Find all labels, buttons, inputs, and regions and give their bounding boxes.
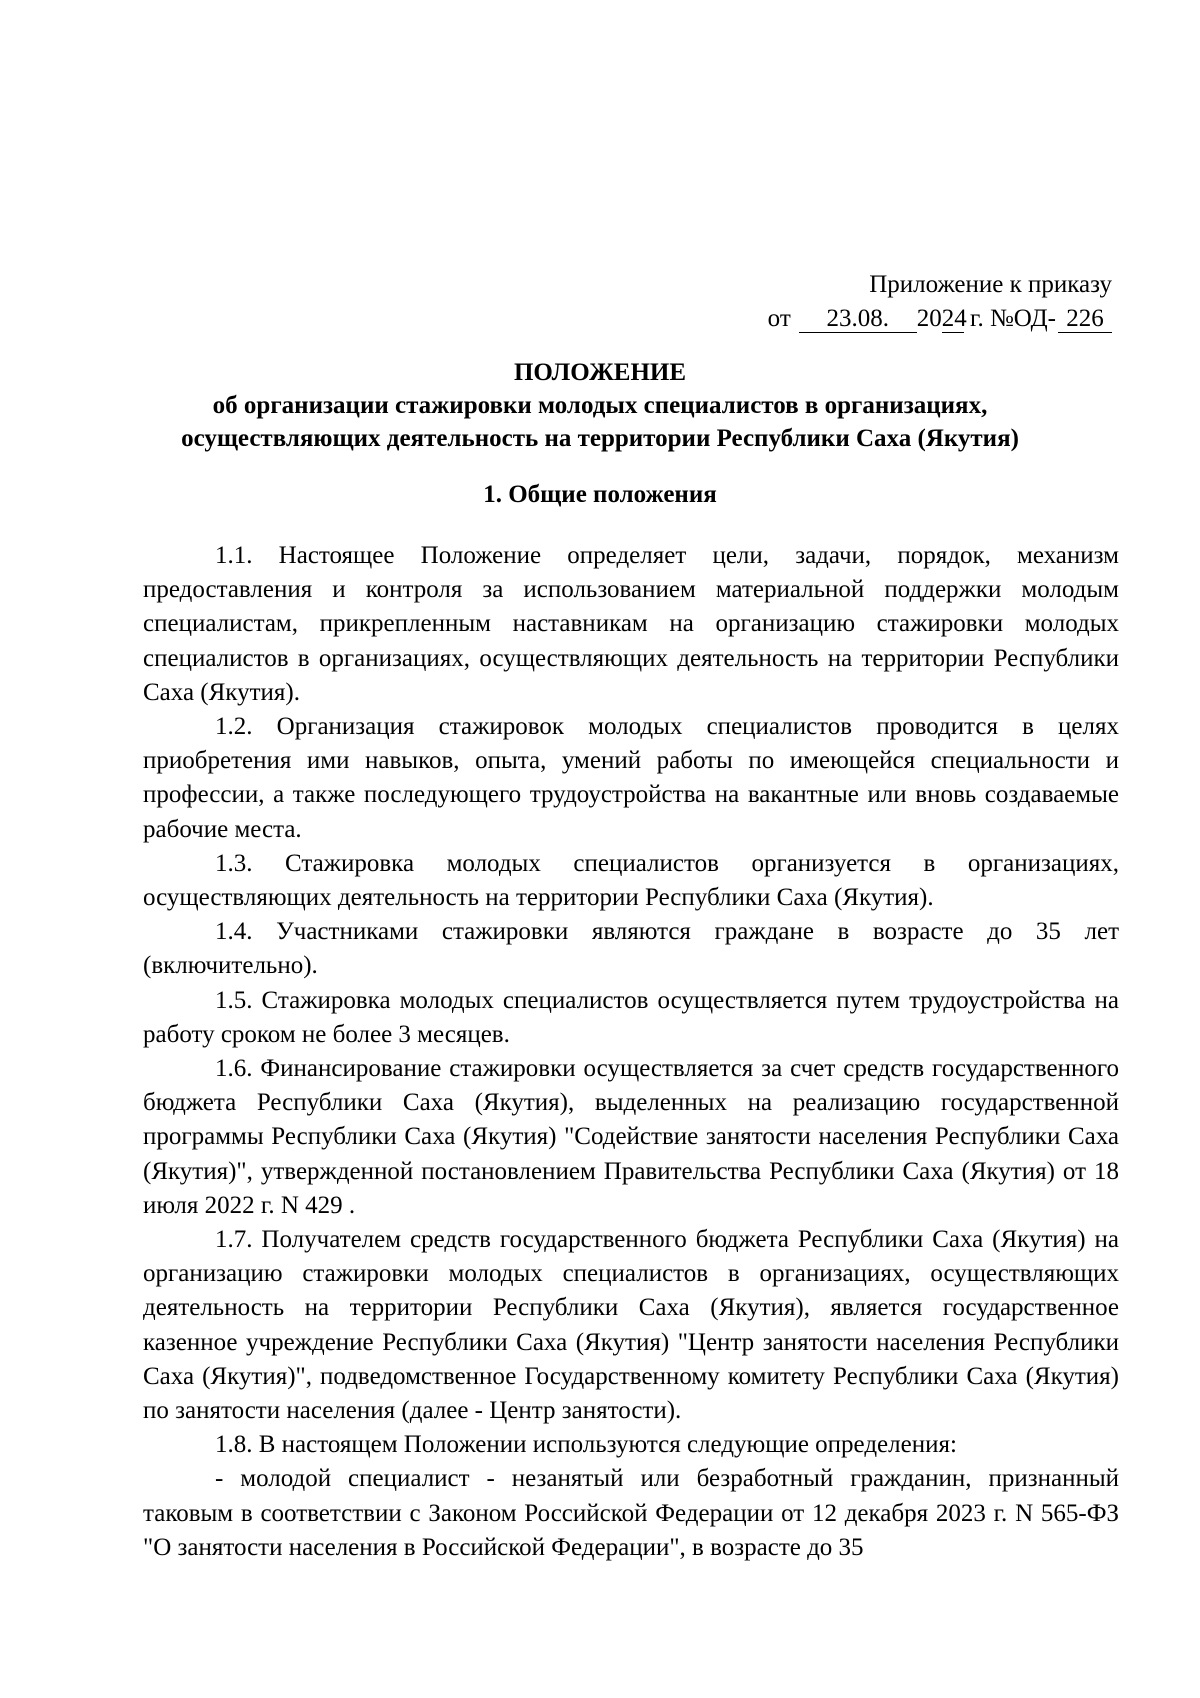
- order-label: г. №ОД-: [970, 305, 1056, 332]
- paragraph-1-7: 1.7. Получателем средств государственного бюджета Республики Саха (Якутия) на организацию стажировки молодых специалистов в организациях, осуществляющих деятельность на территории Республики Саха (Якутия), является государственное казенное учреждение Республики Саха (Якутия) "Центр занятости населения Республики Саха (Якутия)", подведомственное Государственному комитету Республики Саха (Якутия) по занятости населения (далее - Центр занятости).: [143, 1226, 1119, 1425]
- paragraph-1-8: 1.8. В настоящем Положении используются следующие определения:: [215, 1431, 957, 1459]
- appendix-title: Приложение к приказу: [869, 271, 1112, 298]
- document-body: [143, 539, 1119, 1565]
- order-date-field: 23.08.: [799, 306, 917, 333]
- paragraph-1-5: 1.5. Стажировка молодых специалистов осуществляется путем трудоустройства на работу сроком не более 3 месяцев.: [143, 986, 1119, 1048]
- appendix-header: [512, 268, 1112, 336]
- paragraph-1-6: 1.6. Финансирование стажировки осуществляется за счет средств государственного бюджета Республики Саха (Якутия), выделенных на реализацию государственной программы Республики Саха (Якутия) "Содействие занятости населения Республики Саха (Якутия)", утвержденной постановлением Правительства Республики Саха (Якутия) от 18 июля 2022 г. N 429 .: [143, 1055, 1119, 1219]
- order-year-prefix: 20: [916, 305, 942, 332]
- title-main: ПОЛОЖЕНИЕ: [513, 359, 687, 386]
- document-title: [0, 356, 1200, 455]
- order-reference: [512, 302, 1112, 336]
- title-line-2: осуществляющих деятельность на территории Республики Саха (Якутия): [181, 425, 1019, 452]
- paragraph-1-1: 1.1. Настоящее Положение определяет цели, задачи, порядок, механизм предоставления и контроля за использованием материальной поддержки молодым специалистам, прикрепленным наставникам на организацию стажировки молодых специалистов в организациях, осуществляющих деятельность на территории Республики Саха (Якутия).: [143, 542, 1119, 706]
- paragraph-1-2: 1.2. Организация стажировок молодых специалистов проводится в целях приобретения ими навыков, опыта, умений работы по имеющейся специальности и профессии, а также последующего трудоустройства на вакантные или вновь создаваемые рабочие места.: [143, 713, 1119, 843]
- order-year-field: 24: [941, 305, 967, 332]
- paragraph-1-3: 1.3. Стажировка молодых специалистов организуется в организациях, осуществляющих деятельность на территории Республики Саха (Якутия).: [143, 849, 1119, 912]
- order-prefix: от: [767, 305, 791, 332]
- definition-item: - молодой специалист - незанятый или безработный гражданин, признанный таковым в соответствии с Законом Российской Федерации от 12 декабря 2023 г. N 565-ФЗ "О занятости населения в Российской Федерации", в возрасте до 35: [143, 1465, 1119, 1561]
- order-number-field: 226: [1058, 306, 1112, 333]
- paragraph-1-4: 1.4. Участниками стажировки являются граждане в возрасте до 35 лет (включительно).: [143, 918, 1119, 980]
- section-heading: 1. Общие положения: [483, 481, 717, 508]
- title-line-1: об организации стажировки молодых специалистов в организациях,: [212, 392, 988, 419]
